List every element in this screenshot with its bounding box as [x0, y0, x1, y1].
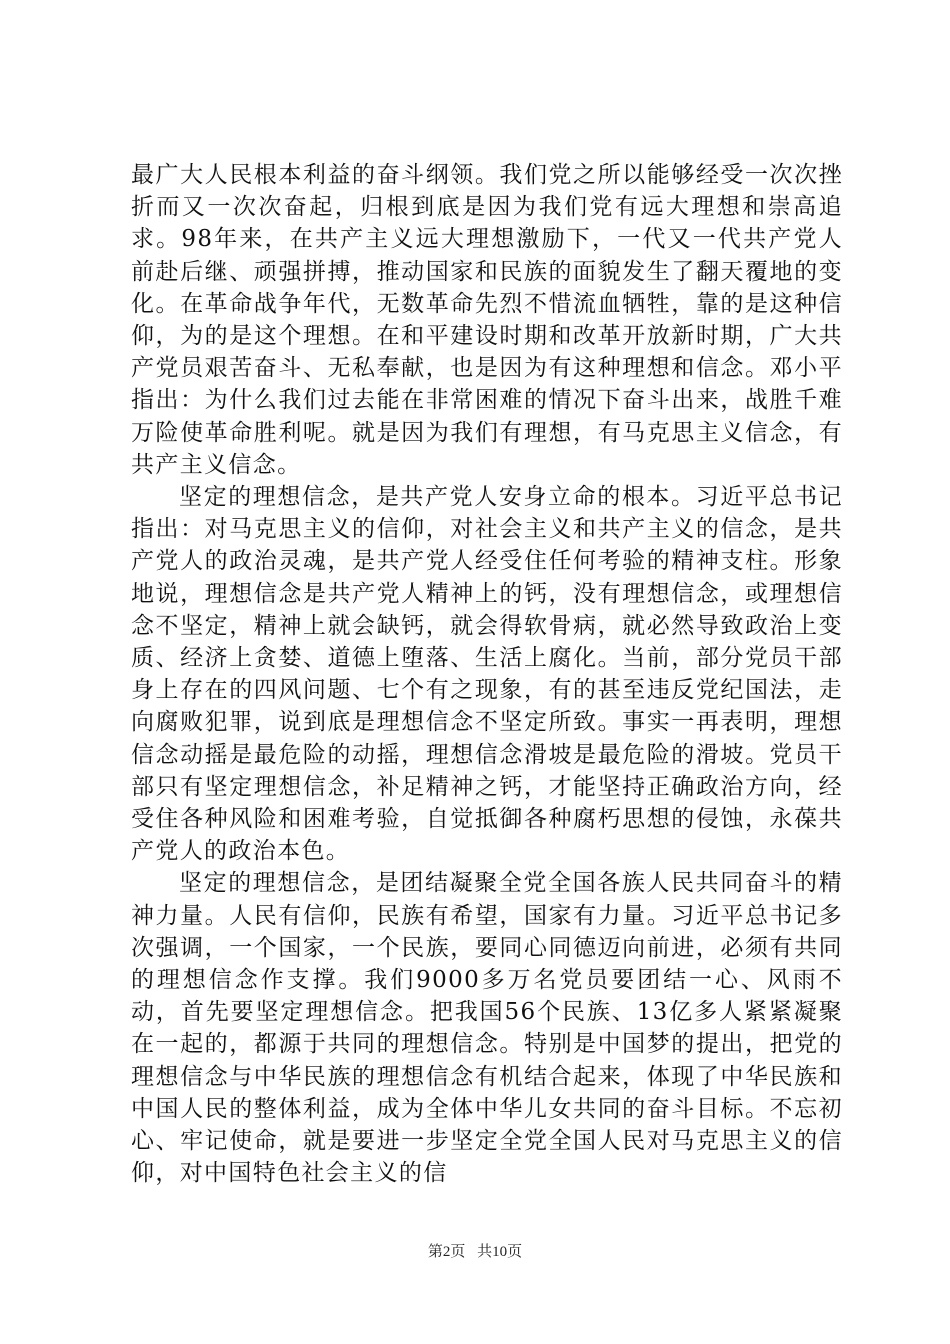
page-total: 共10页	[477, 1244, 523, 1260]
page-number: 第2页	[427, 1244, 466, 1260]
paragraph-2: 坚定的理想信念，是共产党人安身立命的根本。习近平总书记指出：对马克思主义的信仰，对社会主义和共产主义的信念，是共产党人的政治灵魂，是共产党人经受住任何考验的精神支柱。形象地说，理想信念是共产党人精神上的钙，没有理想信念，或理想信念不坚定，精神上就会缺钙，就会得软骨病，就必然导致政治上变质、经济上贪婪、道德上堕落、生活上腐化。当前，部分党员干部身上存在的四风问题、七个有之现象，有的甚至违反党纪国法，走向腐败犯罪，说到底是理想信念不坚定所致。事实一再表明，理想信念动摇是最危险的动摇，理想信念滑坡是最危险的滑坡。党员干部只有坚定理想信念，补足精神之钙，才能坚持正确政治方向，经受住各种风险和困难考验，自觉抵御各种腐朽思想的侵蚀，永葆共产党人的政治本色。	[131, 484, 843, 865]
paragraph-1: 最广大人民根本利益的奋斗纲领。我们党之所以能够经受一次次挫折而又一次次奋起，归根到底是因为我们党有远大理想和崇高追求。98年来，在共产主义远大理想激励下，一代又一代共产党人前赴后继、顽强拼搏，推动国家和民族的面貌发生了翻天覆地的变化。在革命战争年代，无数革命先烈不惜流血牺牲，靠的是这种信仰，为的是这个理想。在和平建设时期和改革开放新时期，广大共产党员艰苦奋斗、无私奉献，也是因为有这种理想和信念。邓小平指出：为什么我们过去能在非常困难的情况下奋斗出来，战胜千难万险使革命胜利呢。就是因为我们有理想，有马克思主义信念，有共产主义信念。	[131, 162, 843, 478]
page-footer	[0, 1240, 950, 1261]
document-body	[131, 159, 843, 1190]
paragraph-3: 坚定的理想信念，是团结凝聚全党全国各族人民共同奋斗的精神力量。人民有信仰，民族有希望，国家有力量。习近平总书记多次强调，一个国家，一个民族，要同心同德迈向前进，必须有共同的理想信念作支撑。我们9000多万名党员要团结一心、风雨不动，首先要坚定理想信念。把我国56个民族、13亿多人紧紧凝聚在一起的，都源于共同的理想信念。特别是中国梦的提出，把党的理想信念与中华民族的理想信念有机结合起来，体现了中华民族和中国人民的整体利益，成为全体中华儿女共同的奋斗目标。不忘初心、牢记使命，就是要进一步坚定全党全国人民对马克思主义的信仰，对中国特色社会主义的信	[131, 870, 843, 1187]
